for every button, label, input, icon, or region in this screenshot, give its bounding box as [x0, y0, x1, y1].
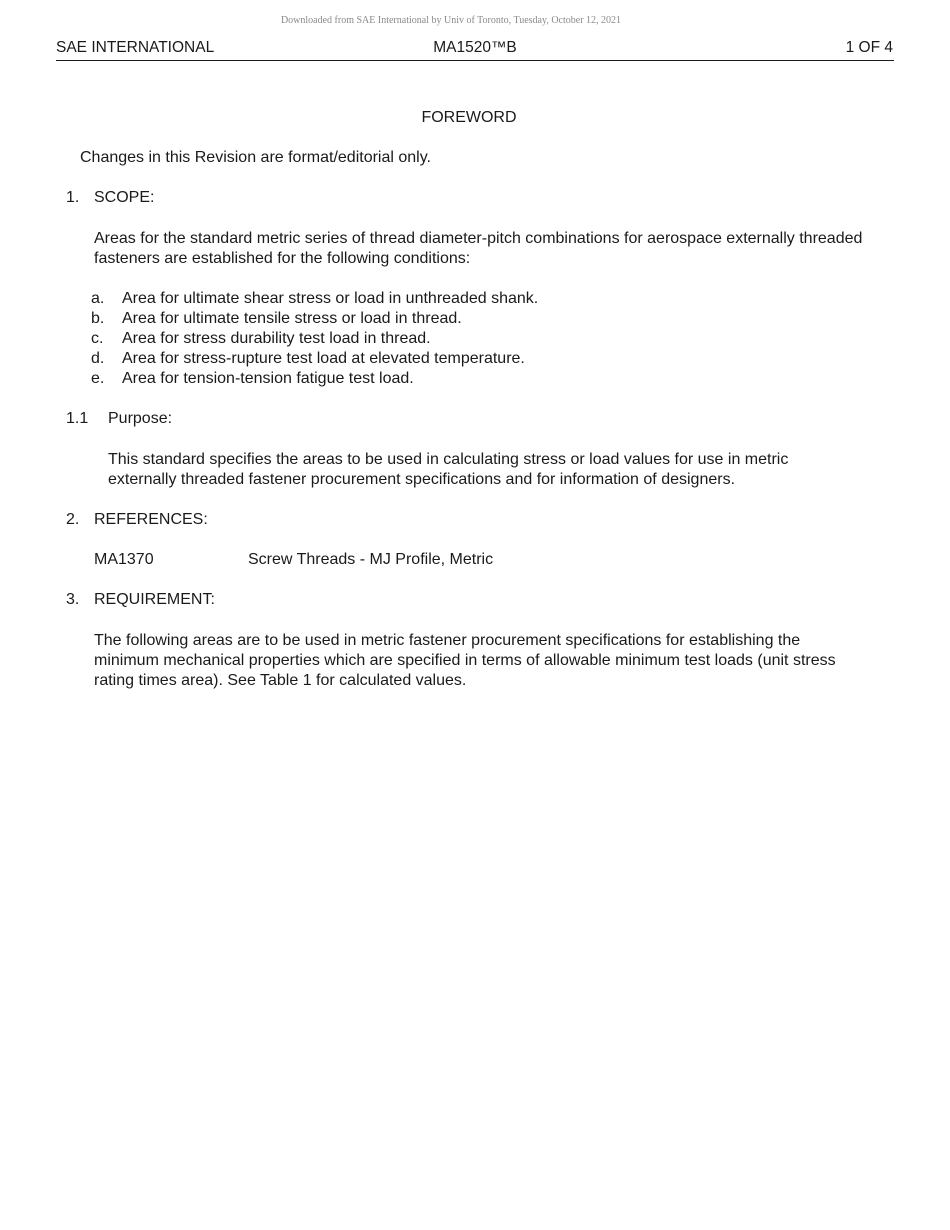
purpose-number: 1.1: [66, 410, 89, 427]
foreword-title: FOREWORD: [421, 109, 517, 126]
download-notice: Downloaded from SAE International by Univ of Toronto, Tuesday, October 12, 2021: [280, 15, 622, 26]
list-item: Area for stress-rupture test load at elevated temperature.: [122, 350, 525, 367]
requirement-text: The following areas are to be used in metric fastener procurement specifications for establishing the minimum mechanical properties which are specified in terms of allowable minimum test loads (unit stress rating times area). See Table 1 for calculated values.: [94, 632, 836, 689]
reference-title: Screw Threads - MJ Profile, Metric: [248, 551, 494, 568]
foreword-text: Changes in this Revision are format/editorial only.: [80, 149, 431, 166]
publisher-name: SAE INTERNATIONAL: [56, 39, 215, 56]
page-number: 1 OF 4: [845, 39, 893, 56]
list-item-letter: b.: [91, 310, 105, 327]
list-item: Area for tension-tension fatigue test load.: [122, 370, 414, 387]
list-item-letter: c.: [91, 330, 104, 347]
purpose-heading: Purpose:: [108, 410, 173, 427]
scope-heading: SCOPE:: [94, 189, 155, 206]
list-item-letter: e.: [91, 370, 105, 387]
reference-id: MA1370: [94, 551, 154, 568]
scope-intro: Areas for the standard metric series of thread diameter-pitch combinations for aerospace externally threaded fasteners are established for the following conditions:: [94, 230, 863, 267]
requirement-number: 3.: [66, 591, 80, 608]
requirement-heading: REQUIREMENT:: [94, 591, 215, 608]
list-item-letter: a.: [91, 290, 105, 307]
scope-number: 1.: [66, 189, 80, 206]
references-number: 2.: [66, 511, 80, 528]
list-item-letter: d.: [91, 350, 105, 367]
page-header: [56, 38, 894, 61]
list-item: Area for stress durability test load in thread.: [122, 330, 431, 347]
list-item: Area for ultimate tensile stress or load in thread.: [122, 310, 462, 327]
references-heading: REFERENCES:: [94, 511, 208, 528]
purpose-text: This standard specifies the areas to be used in calculating stress or load values for use in metric externally threaded fastener procurement specifications and for information of designers.: [108, 451, 789, 488]
document-number: MA1520™B: [433, 39, 517, 56]
list-item: Area for ultimate shear stress or load in unthreaded shank.: [122, 290, 539, 307]
